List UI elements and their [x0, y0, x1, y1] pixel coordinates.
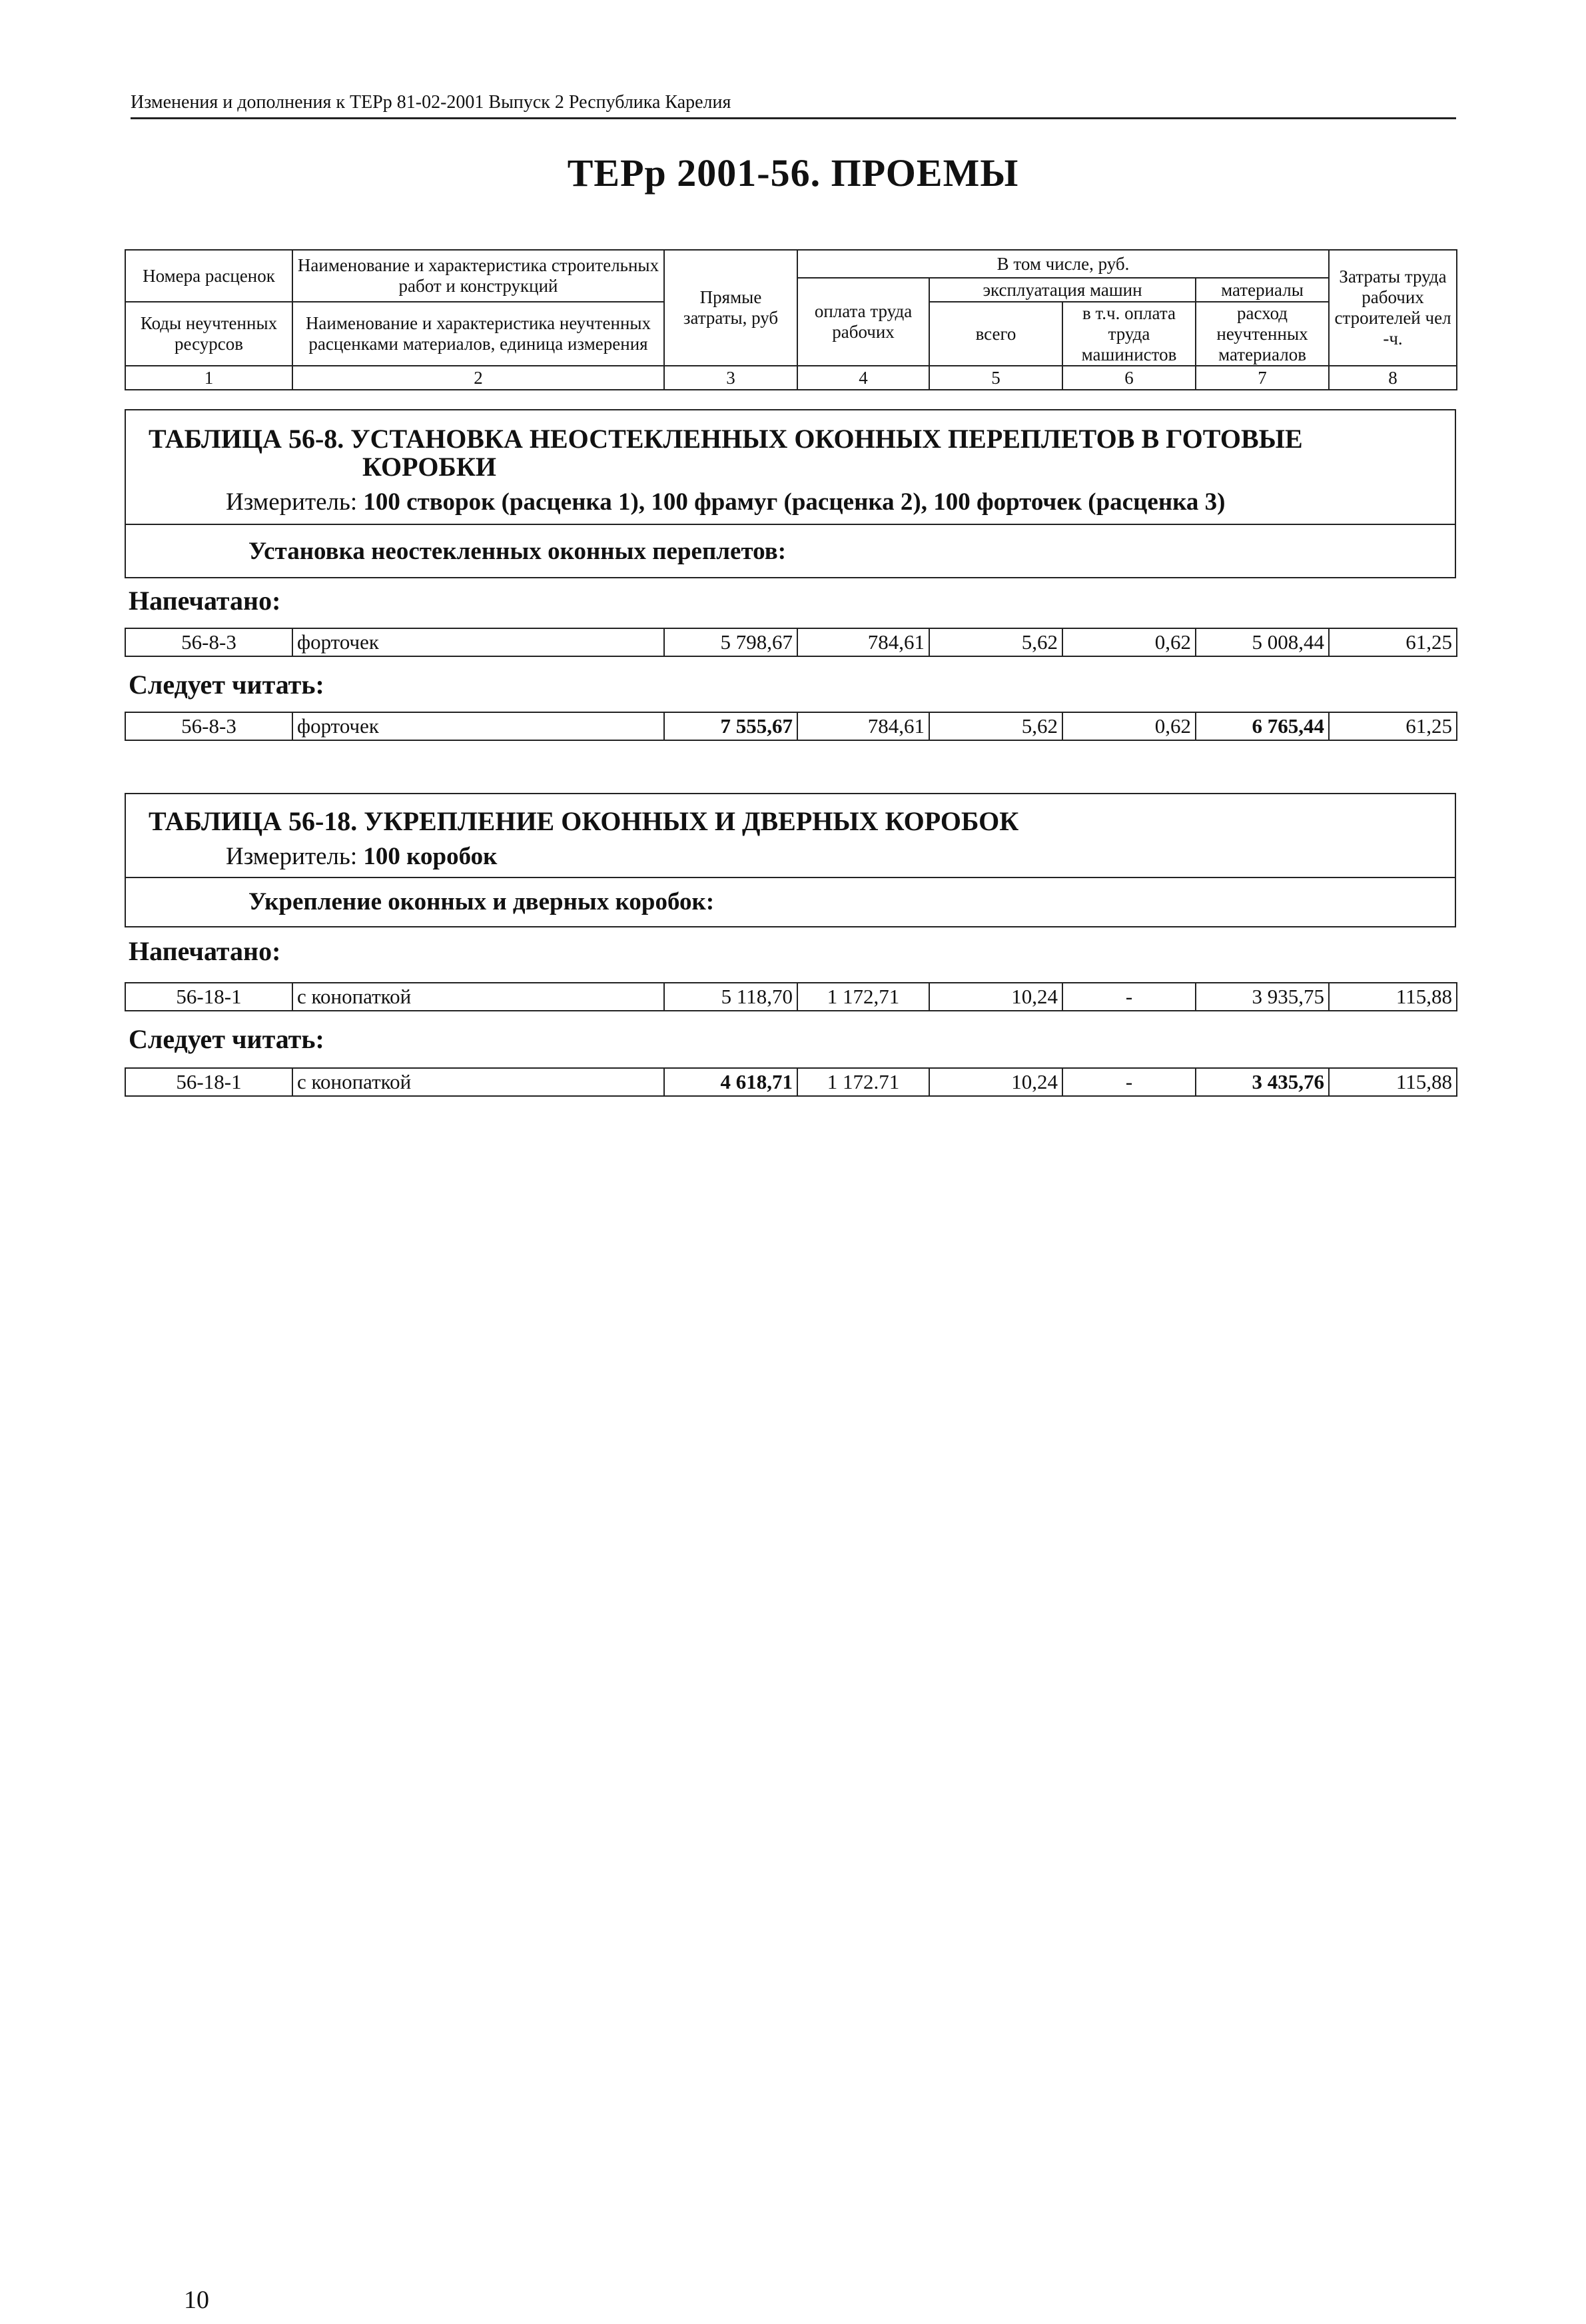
column-number: 7 [1196, 366, 1329, 390]
machinist-pay: - [1062, 1068, 1196, 1096]
machinist-pay: 0,62 [1062, 628, 1196, 656]
printed-label: Напечатано: [129, 586, 281, 616]
table-56-18-measure [226, 842, 497, 872]
measure-label: Измеритель: [226, 488, 358, 516]
printed-label: Напечатано: [129, 936, 281, 966]
column-number: 6 [1062, 366, 1196, 390]
page-number: 10 [184, 2286, 209, 2314]
header-work-name: Наименование и характеристика строительных работ и конструкций [292, 250, 664, 302]
table-56-18-title: ТАБЛИЦА 56-18. УКРЕПЛЕНИЕ ОКОННЫХ И ДВЕРНЫХ КОРОБОК [149, 806, 1019, 836]
table-56-18-box [125, 793, 1456, 927]
measure-value: 100 коробок [363, 843, 498, 870]
direct-costs: 5 118,70 [664, 983, 797, 1011]
worker-pay: 1 172.71 [797, 1068, 929, 1096]
labor-costs: 115,88 [1329, 1068, 1457, 1096]
correct-label: Следует читать: [129, 670, 324, 700]
table-56-18-section [126, 877, 1455, 929]
header-resource-codes: Коды неучтенных ресурсов [125, 302, 292, 366]
machines-total: 10,24 [929, 1068, 1062, 1096]
column-number: 3 [664, 366, 797, 390]
rate-code: 56-18-1 [125, 983, 292, 1011]
column-number: 8 [1329, 366, 1457, 390]
column-number: 2 [292, 366, 664, 390]
machines-total: 5,62 [929, 712, 1062, 740]
machinist-pay: 0,62 [1062, 712, 1196, 740]
labor-costs: 61,25 [1329, 712, 1457, 740]
work-name: форточек [292, 712, 664, 740]
table-row [125, 982, 1457, 1011]
direct-costs: 7 555,67 [664, 712, 797, 740]
rate-code: 56-8-3 [125, 712, 292, 740]
worker-pay: 784,61 [797, 628, 929, 656]
header-including-group: В том числе, руб. [797, 250, 1329, 278]
table-56-8-title-line2: КОРОБКИ [362, 452, 496, 482]
header-worker-pay: оплата труда рабочих [797, 278, 929, 366]
table-row [125, 712, 1457, 741]
running-head: Изменения и дополнения к ТЕРр 81-02-2001 Выпуск 2 Республика Карелия [131, 89, 1456, 119]
materials: 3 435,76 [1196, 1068, 1329, 1096]
column-number: 4 [797, 366, 929, 390]
measure-label: Измеритель: [226, 843, 358, 870]
page-title: ТЕРр 2001-56. ПРОЕМЫ [567, 151, 1019, 195]
work-name: с конопаткой [292, 1068, 664, 1096]
machines-total: 10,24 [929, 983, 1062, 1011]
header-machinist-pay: в т.ч. оплата труда машинистов [1062, 302, 1196, 366]
machines-total: 5,62 [929, 628, 1062, 656]
header-machines: эксплуатация машин [929, 278, 1196, 302]
table-56-8-measure [226, 488, 1225, 517]
table-56-8-box [125, 409, 1456, 578]
header-rate-numbers: Номера расценок [125, 250, 292, 302]
measure-value: 100 створок (расценка 1), 100 фрамуг (расценка 2), 100 форточек (расценка 3) [363, 488, 1226, 516]
section-title: Установка неостекленных оконных переплетов: [248, 538, 787, 565]
header-material-consumption: расход неучтенных материалов [1196, 302, 1329, 366]
work-name: форточек [292, 628, 664, 656]
header-materials-name: Наименование и характеристика неучтенных расценками материалов, единица измерения [292, 302, 664, 366]
worker-pay: 1 172,71 [797, 983, 929, 1011]
column-header-table [125, 249, 1457, 390]
column-number: 1 [125, 366, 292, 390]
materials: 3 935,75 [1196, 983, 1329, 1011]
labor-costs: 115,88 [1329, 983, 1457, 1011]
table-row [125, 628, 1457, 657]
table-56-8-title-line1: ТАБЛИЦА 56-8. УСТАНОВКА НЕОСТЕКЛЕННЫХ ОКОННЫХ ПЕРЕПЛЕТОВ В ГОТОВЫЕ [149, 424, 1303, 454]
rate-code: 56-18-1 [125, 1068, 292, 1096]
direct-costs: 4 618,71 [664, 1068, 797, 1096]
correct-label: Следует читать: [129, 1024, 324, 1054]
column-number: 5 [929, 366, 1062, 390]
table-56-8-section [126, 524, 1455, 580]
header-materials: материалы [1196, 278, 1329, 302]
machinist-pay: - [1062, 983, 1196, 1011]
rate-code: 56-8-3 [125, 628, 292, 656]
header-machines-total: всего [929, 302, 1062, 366]
direct-costs: 5 798,67 [664, 628, 797, 656]
worker-pay: 784,61 [797, 712, 929, 740]
table-row [125, 1067, 1457, 1097]
header-direct-costs: Прямые затраты, руб [664, 250, 797, 366]
section-title: Укрепление оконных и дверных коробок: [248, 888, 715, 915]
work-name: с конопаткой [292, 983, 664, 1011]
materials: 5 008,44 [1196, 628, 1329, 656]
materials: 6 765,44 [1196, 712, 1329, 740]
labor-costs: 61,25 [1329, 628, 1457, 656]
header-labor-costs: Затраты труда рабочих строителей чел -ч. [1329, 250, 1457, 366]
